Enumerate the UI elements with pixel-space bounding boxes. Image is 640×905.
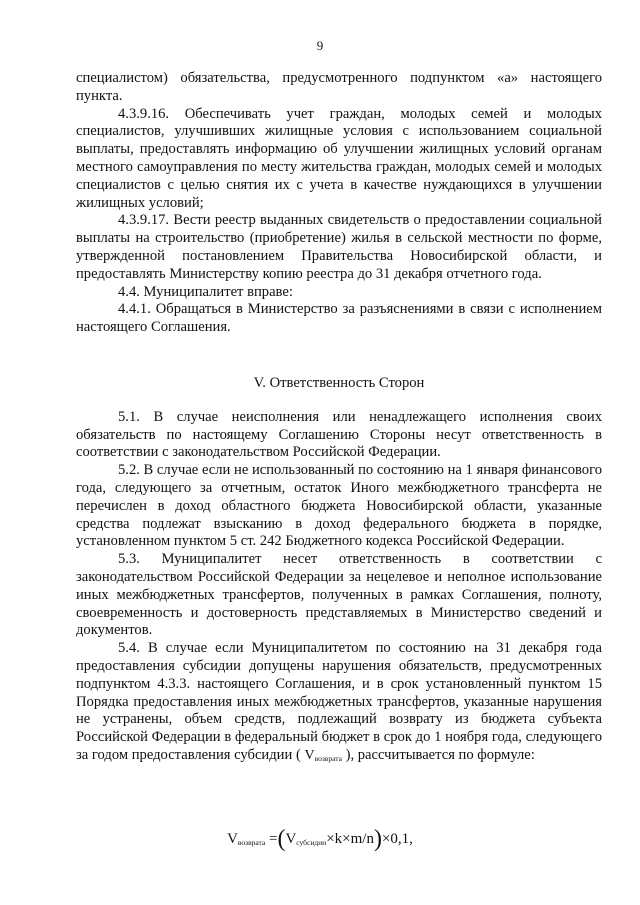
before-paragraph: 4.4. Муниципалитет вправе:: [118, 283, 293, 300]
formula-rest: ×k×m/n: [326, 831, 374, 847]
inline-symbol-sub: возврата: [314, 753, 342, 763]
formula-close-paren: ): [373, 826, 382, 852]
inline-symbol-v: V: [304, 747, 315, 763]
document-body: [76, 70, 602, 768]
after-paragraph: 5.2. В случае если не использованный по состоянию на 1 января финансового года, следующего за отчетным, остаток Иного межбюджетного трансферта не перечислен в доход областного бюджета Новосибирской области, указанные средства подлежат взысканию в доход федерального бюджета в порядке, установленном пунктом 5 ст. 242 Бюджетного кодекса Российской Федерации.: [76, 462, 602, 550]
formula: [0, 826, 640, 853]
paragraphs-after: [76, 409, 602, 640]
paragraph-5-4-text: 5.4. В случае если Муниципалитетом по состоянию на 31 декабря года предоставления субсидии допущены нарушения обязательств, предусмотренных подпунктом 4.3.3. настоящего Соглашения, и в срок установленный пунктом 15 Порядка предоставления иных межбюджетных трансфертов, указанные нарушения не устранены, объем средств, подлежащий возврату из бюджета субъекта Российской Федерации в федеральный бюджет в срок до 1 ноября года, следующего за годом предоставления субсидии (: [76, 640, 602, 763]
formula-open-paren: (: [277, 826, 286, 852]
inline-symbol: [304, 748, 341, 763]
formula-lhs-sub: возврата: [237, 838, 266, 847]
page-number: 9: [316, 38, 324, 53]
formula-lhs: V: [227, 831, 238, 847]
before-paragraph: 4.3.9.16. Обеспечивать учет граждан, молодых семей и молодых специалистов, улучшивших жилищные условия с использованием социальной выплаты, предоставлять информацию об улучшении жилищных условий органам местного самоуправления по месту жительства граждан, молодых семей и молодых специалистов с целью снятия их с учета в качестве нуждающихся в улучшении жилищных условий;: [76, 105, 602, 211]
before-paragraph: специалистом) обязательства, предусмотренного подпунктом «а» настоящего пункта.: [76, 70, 602, 104]
after-paragraph: 5.3. Муниципалитет несет ответственность в соответствии с законодательством Российской Федерации за нецелевое и неполное использование иных межбюджетных трансфертов, полученных в рамках Соглашения, полноту, своевременность и достоверность представляемых в Министерство сведений и документов.: [76, 551, 602, 639]
paragraph-5-4: [76, 640, 602, 768]
formula-term: V: [285, 831, 297, 847]
paragraphs-before: [76, 70, 602, 337]
after-paragraph: 5.1. В случае неисполнения или ненадлежащего исполнения своих обязательств по настоящему Соглашению Стороны несут ответственность в соответствии с законодательством Российской Федерации.: [76, 408, 602, 461]
before-paragraph: 4.4.1. Обращаться в Министерство за разъяснениями в связи с исполнением настоящего Соглашения.: [76, 301, 602, 336]
formula-tail: ×0,1: [381, 831, 410, 847]
formula-equals: =: [268, 831, 278, 847]
section-title: V. Ответственность Сторон: [253, 374, 425, 391]
paragraph-5-4-tail: ), рассчитывается по формуле:: [345, 746, 535, 763]
before-paragraph: 4.3.9.17. Вести реестр выданных свидетельств о предоставлении социальной выплаты на строительство (приобретение) жилья в сельской местности по форме, утвержденной постановлением Правительства Новосибирской области, и предоставлять Министерству копию реестра до 31 декабря отчетного года.: [76, 212, 602, 282]
formula-trailing: ,: [409, 831, 413, 847]
formula-term-sub: субсидии: [296, 838, 327, 847]
